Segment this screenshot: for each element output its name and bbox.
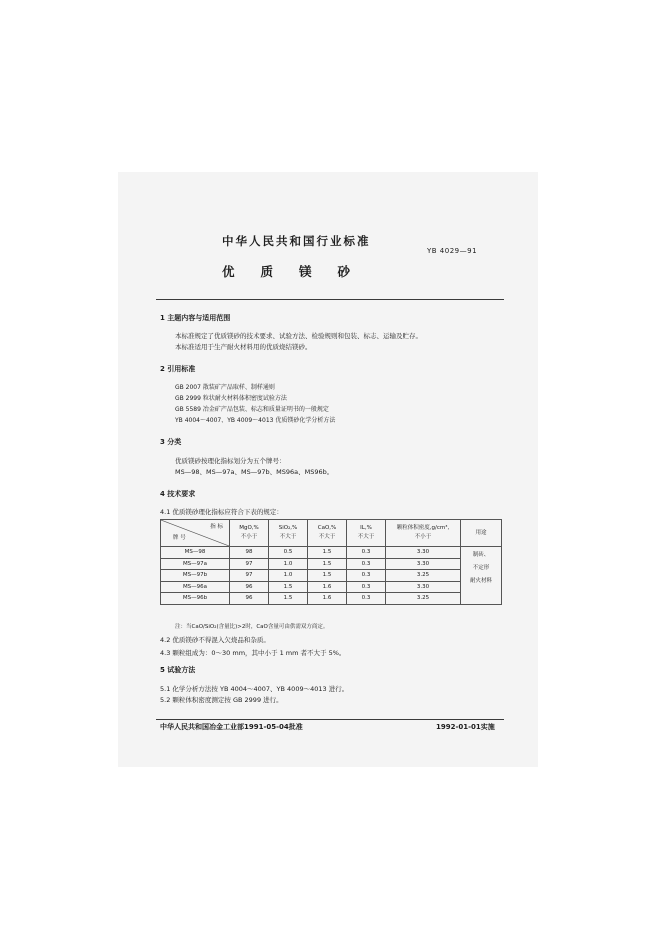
clause-4-2: 4.2 优质镁砂不得混入欠烧品和杂质。	[160, 636, 270, 644]
value-cell: 0.3	[347, 558, 386, 570]
reference-item: GB 2007 散装矿产品取样、制样通则	[175, 384, 275, 391]
col-header-sub: 不大于	[318, 534, 336, 540]
table-row	[161, 581, 502, 593]
value-cell: 1.6	[308, 593, 347, 605]
col-header-label: SiO₂,%	[278, 525, 298, 531]
value-cell: 1.5	[308, 547, 347, 559]
value-cell: 0.3	[347, 570, 386, 582]
col-header-cao	[308, 520, 347, 547]
col-header-label: 用途	[475, 529, 487, 536]
table-corner-cell	[161, 520, 230, 547]
title-char: 砂	[337, 264, 351, 279]
clause-5-2: 5.2 颗粒体积密度测定按 GB 2999 进行。	[160, 696, 283, 704]
col-header-sio2	[269, 520, 308, 547]
header-divider	[156, 299, 504, 300]
value-cell: 3.25	[386, 593, 461, 605]
title-char: 质	[260, 264, 274, 279]
value-cell: 0.3	[347, 547, 386, 559]
value-cell: 0.3	[347, 581, 386, 593]
standard-category-title: 中华人民共和国行业标准	[222, 234, 371, 248]
usage-line: 制砖、	[472, 552, 490, 558]
value-cell: 3.30	[386, 558, 461, 570]
value-cell: 98	[230, 547, 269, 559]
col-header-sub: 不小于	[414, 534, 432, 540]
value-cell: 0.3	[347, 593, 386, 605]
col-header-label: 颗粒体积密度,g/cm³,	[396, 525, 450, 531]
reference-item: GB 5589 冶金矿产品包装、标志和质量证明书的一般规定	[175, 406, 329, 413]
value-cell: 97	[230, 570, 269, 582]
section-5-heading: 5 试验方法	[160, 666, 196, 674]
footer-divider	[156, 719, 504, 720]
col-header-sub: 不小于	[240, 534, 258, 540]
clause-5-1: 5.1 化学分析方法按 YB 4004～4007、YB 4009～4013 进行。	[160, 685, 349, 693]
table-row	[161, 593, 502, 605]
value-cell: 1.0	[269, 570, 308, 582]
col-header-mgo	[230, 520, 269, 547]
value-cell: 0.5	[269, 547, 308, 559]
table-header-row	[161, 520, 502, 547]
col-header-usage	[461, 520, 502, 547]
usage-line: 耐火材料	[469, 578, 492, 584]
grade-cell: MS—96a	[161, 581, 230, 593]
value-cell: 3.30	[386, 547, 461, 559]
value-cell: 97	[230, 558, 269, 570]
effective-date: 1992-01-01实施	[436, 723, 495, 731]
col-header-sub: 不大于	[279, 534, 297, 540]
usage-cell	[461, 547, 502, 605]
table-note: 注：当CaO/SiO₂(含量比)>2时，CaO含量可由供需双方商定。	[175, 624, 329, 630]
corner-label-grade: 牌 号	[173, 535, 186, 541]
corner-label-indicator: 指 标	[210, 524, 223, 530]
col-header-sub: 不大于	[357, 534, 375, 540]
title-char: 镁	[299, 264, 312, 279]
clause-4-1: 4.1 优质镁砂理化指标应符合下表的规定：	[160, 508, 283, 516]
section-1-heading: 1 主题内容与适用范围	[160, 314, 231, 322]
grade-cell: MS—97b	[161, 570, 230, 582]
section-1-line: 本标准规定了优质镁砂的技术要求、试验方法、检验规则和包装、标志、运输及贮存。	[175, 332, 422, 340]
col-header-density	[386, 520, 461, 547]
col-header-label: CaO,%	[317, 525, 337, 531]
approval-line: 中华人民共和国冶金工业部1991-05-04批准	[160, 723, 303, 731]
usage-line: 不定形	[472, 565, 490, 571]
value-cell: 1.5	[269, 593, 308, 605]
col-header-il	[347, 520, 386, 547]
value-cell: 96	[230, 581, 269, 593]
col-header-label: MgO,%	[239, 525, 259, 531]
value-cell: 1.0	[269, 558, 308, 570]
value-cell: 96	[230, 593, 269, 605]
col-header-label: IL,%	[360, 525, 372, 531]
value-cell: 3.25	[386, 570, 461, 582]
value-cell: 1.6	[308, 581, 347, 593]
table-row	[161, 547, 502, 559]
section-1-line: 本标准适用于生产耐火材料用的优质烧结镁砂。	[175, 343, 312, 351]
section-3-line: MS—98、MS—97a、MS—97b、MS96a、MS96b。	[175, 468, 334, 476]
standard-code: YB 4029—91	[427, 247, 478, 255]
section-2-heading: 2 引用标准	[160, 365, 196, 373]
reference-item: YB 4004～4007、YB 4009～4013 优质镁砂化学分析方法	[175, 417, 336, 424]
value-cell: 1.5	[308, 570, 347, 582]
reference-item: GB 2999 粒状耐火材料体积密度试验方法	[175, 395, 287, 402]
section-4-heading: 4 技术要求	[160, 490, 196, 498]
specification-table	[160, 519, 502, 605]
value-cell: 3.30	[386, 581, 461, 593]
clause-4-3: 4.3 颗粒组成为：0～30 mm，其中小于 1 mm 者不大于 5%。	[160, 649, 346, 657]
title-char: 优	[222, 264, 235, 279]
table-row	[161, 570, 502, 582]
grade-cell: MS—96b	[161, 593, 230, 605]
section-3-heading: 3 分类	[160, 438, 182, 446]
value-cell: 1.5	[269, 581, 308, 593]
section-3-line: 优质镁砂按理化指标划分为五个牌号：	[175, 457, 286, 465]
table-row	[161, 558, 502, 570]
grade-cell: MS—97a	[161, 558, 230, 570]
grade-cell: MS—98	[161, 547, 230, 559]
document-title	[222, 262, 376, 280]
value-cell: 1.5	[308, 558, 347, 570]
